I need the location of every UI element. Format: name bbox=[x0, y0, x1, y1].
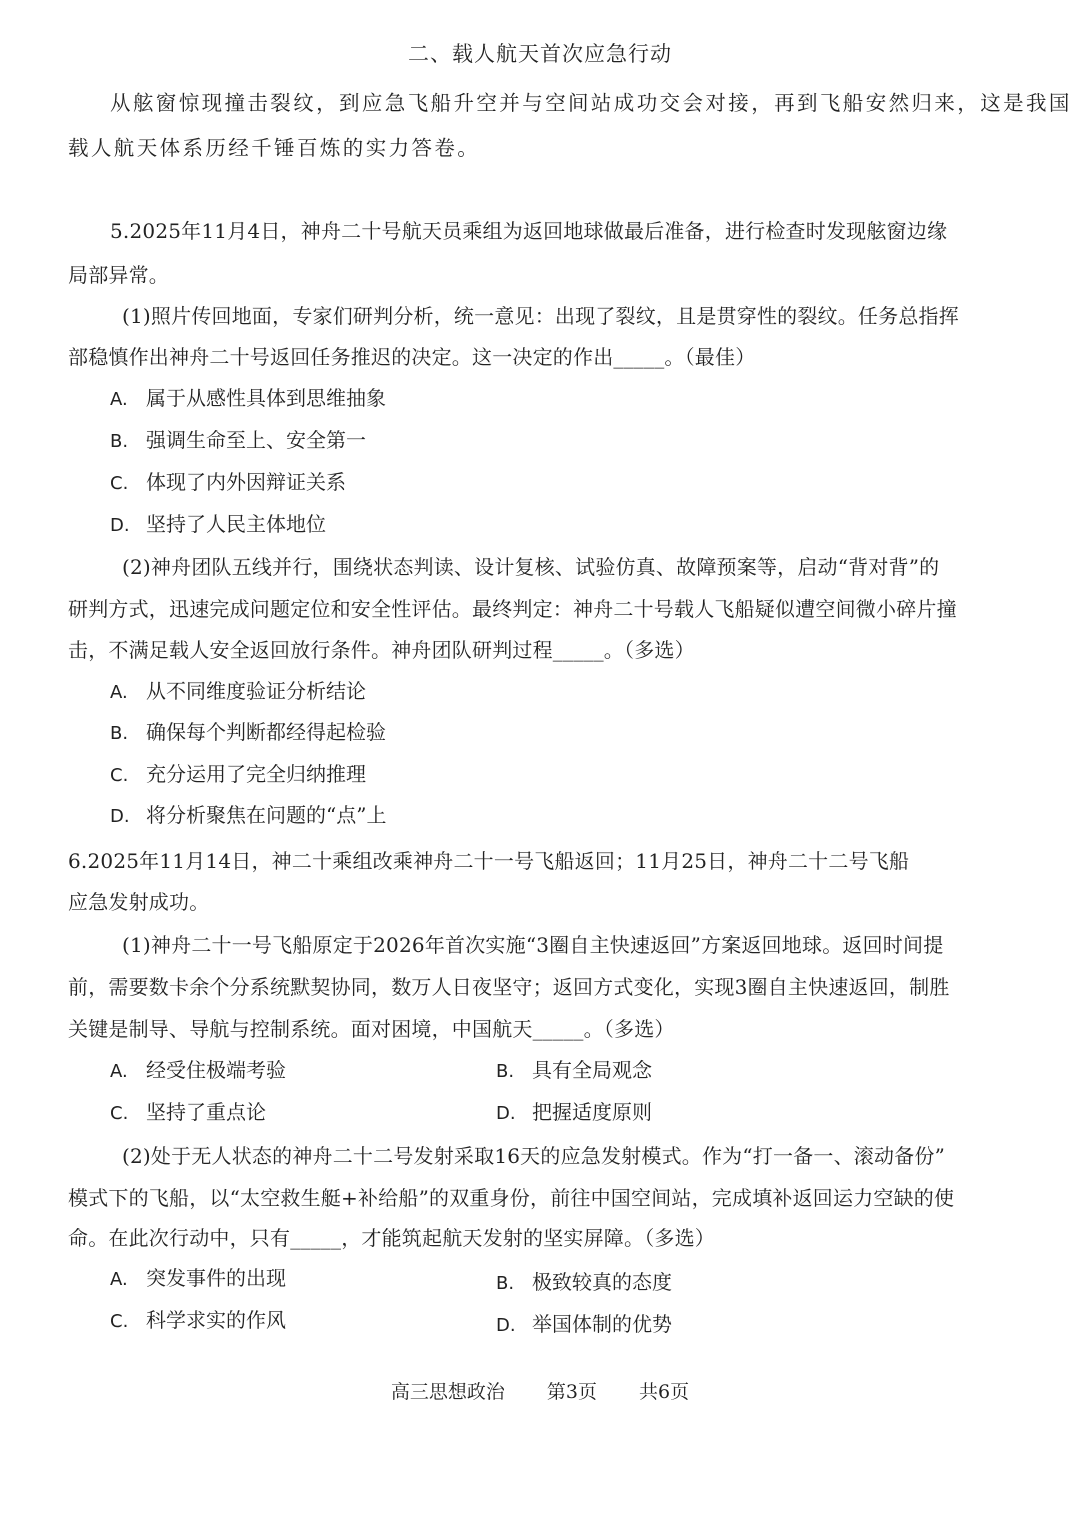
q6-2-option-c: C. 科学求实的作风 bbox=[110, 1308, 286, 1332]
q6-1-option-a: A. 经受住极端考验 bbox=[110, 1058, 286, 1082]
footer-total-pages: 共6页 bbox=[639, 1381, 690, 1403]
q5-stem-line-2: 局部异常。 bbox=[68, 263, 169, 287]
q5-2-stem-line-2: 研判方式，迅速完成问题定位和安全性评估。最终判定：神舟二十号载人飞船疑似遭空间微小碎片撞 bbox=[68, 597, 957, 621]
q6-1-stem-line-3: 关键是制导、导航与控制系统。面对困境，中国航天_____。（多选） bbox=[68, 1017, 675, 1041]
q5-2-option-d: D. 将分析聚焦在问题的“点”上 bbox=[110, 803, 387, 827]
q6-2-stem-line-3: 命。在此次行动中，只有_____，才能筑起航天发射的坚实屏障。（多选） bbox=[68, 1226, 715, 1250]
q6-1-stem-line-1: (1)神舟二十一号飞船原定于2026年首次实施“3圈自主快速返回”方案返回地球。返回时间提 bbox=[122, 933, 944, 957]
q6-2-option-a: A. 突发事件的出现 bbox=[110, 1266, 286, 1290]
q6-2-stem-line-1: (2)处于无人状态的神舟二十二号发射采取16天的应急发射模式。作为“打一备一、滚动备份” bbox=[122, 1144, 946, 1168]
intro-line-2: 载人航天体系历经千锤百炼的实力答卷。 bbox=[68, 136, 481, 160]
footer-page-number: 第3页 bbox=[546, 1381, 597, 1403]
page-footer bbox=[0, 1377, 1080, 1404]
q5-1-stem-line-1: (1)照片传回地面，专家们研判分析，统一意见：出现了裂纹，且是贯穿性的裂纹。任务总指挥 bbox=[122, 304, 959, 328]
q5-1-stem-line-2: 部稳慎作出神舟二十号返回任务推迟的决定。这一决定的作出_____。（最佳） bbox=[68, 345, 756, 369]
q5-2-stem-line-3: 击，不满足载人安全返回放行条件。神舟团队研判过程_____。（多选） bbox=[68, 638, 695, 662]
intro-line-1: 从舷窗惊现撞击裂纹，到应急飞船升空并与空间站成功交会对接，再到飞船安然归来，这是我国 bbox=[110, 91, 1072, 115]
q6-2-stem-line-2: 模式下的飞船，以“太空救生艇+补给船”的双重身份，前往中国空间站，完成填补返回运力空缺的使 bbox=[68, 1186, 955, 1210]
section-title: 二、载人航天首次应急行动 bbox=[408, 42, 672, 66]
q6-1-option-d: D. 把握适度原则 bbox=[496, 1100, 652, 1124]
q6-1-option-c: C. 坚持了重点论 bbox=[110, 1100, 266, 1124]
q5-1-option-c: C. 体现了内外因辩证关系 bbox=[110, 470, 346, 494]
q5-1-option-d: D. 坚持了人民主体地位 bbox=[110, 512, 326, 536]
q5-1-option-b: B. 强调生命至上、安全第一 bbox=[110, 428, 366, 452]
q5-2-option-a: A. 从不同维度验证分析结论 bbox=[110, 679, 366, 703]
q5-stem-line-1: 5.2025年11月4日，神舟二十号航天员乘组为返回地球做最后准备，进行检查时发现舷窗边缘 bbox=[110, 219, 948, 243]
q6-2-option-d: D. 举国体制的优势 bbox=[496, 1312, 672, 1336]
q6-stem-line-2: 应急发射成功。 bbox=[68, 890, 210, 914]
q5-2-option-c: C. 充分运用了完全归纳推理 bbox=[110, 762, 366, 786]
footer-subject: 高三思想政治 bbox=[390, 1381, 505, 1403]
q5-2-option-b: B. 确保每个判断都经得起检验 bbox=[110, 720, 386, 744]
q6-1-option-b: B. 具有全局观念 bbox=[496, 1058, 652, 1082]
q6-stem-line-1: 6.2025年11月14日，神二十乘组改乘神舟二十一号飞船返回；11月25日，神舟二十二号飞船 bbox=[68, 849, 910, 873]
q5-1-option-a: A. 属于从感性具体到思维抽象 bbox=[110, 386, 386, 410]
q6-1-stem-line-2: 前，需要数卡余个分系统默契协同，数万人日夜坚守；返回方式变化，实现3圈自主快速返回，制胜 bbox=[68, 975, 950, 999]
q6-2-option-b: B. 极致较真的态度 bbox=[496, 1270, 672, 1294]
q5-2-stem-line-1: (2)神舟团队五线并行，围绕状态判读、设计复核、试验仿真、故障预案等，启动“背对背”的 bbox=[122, 555, 940, 579]
